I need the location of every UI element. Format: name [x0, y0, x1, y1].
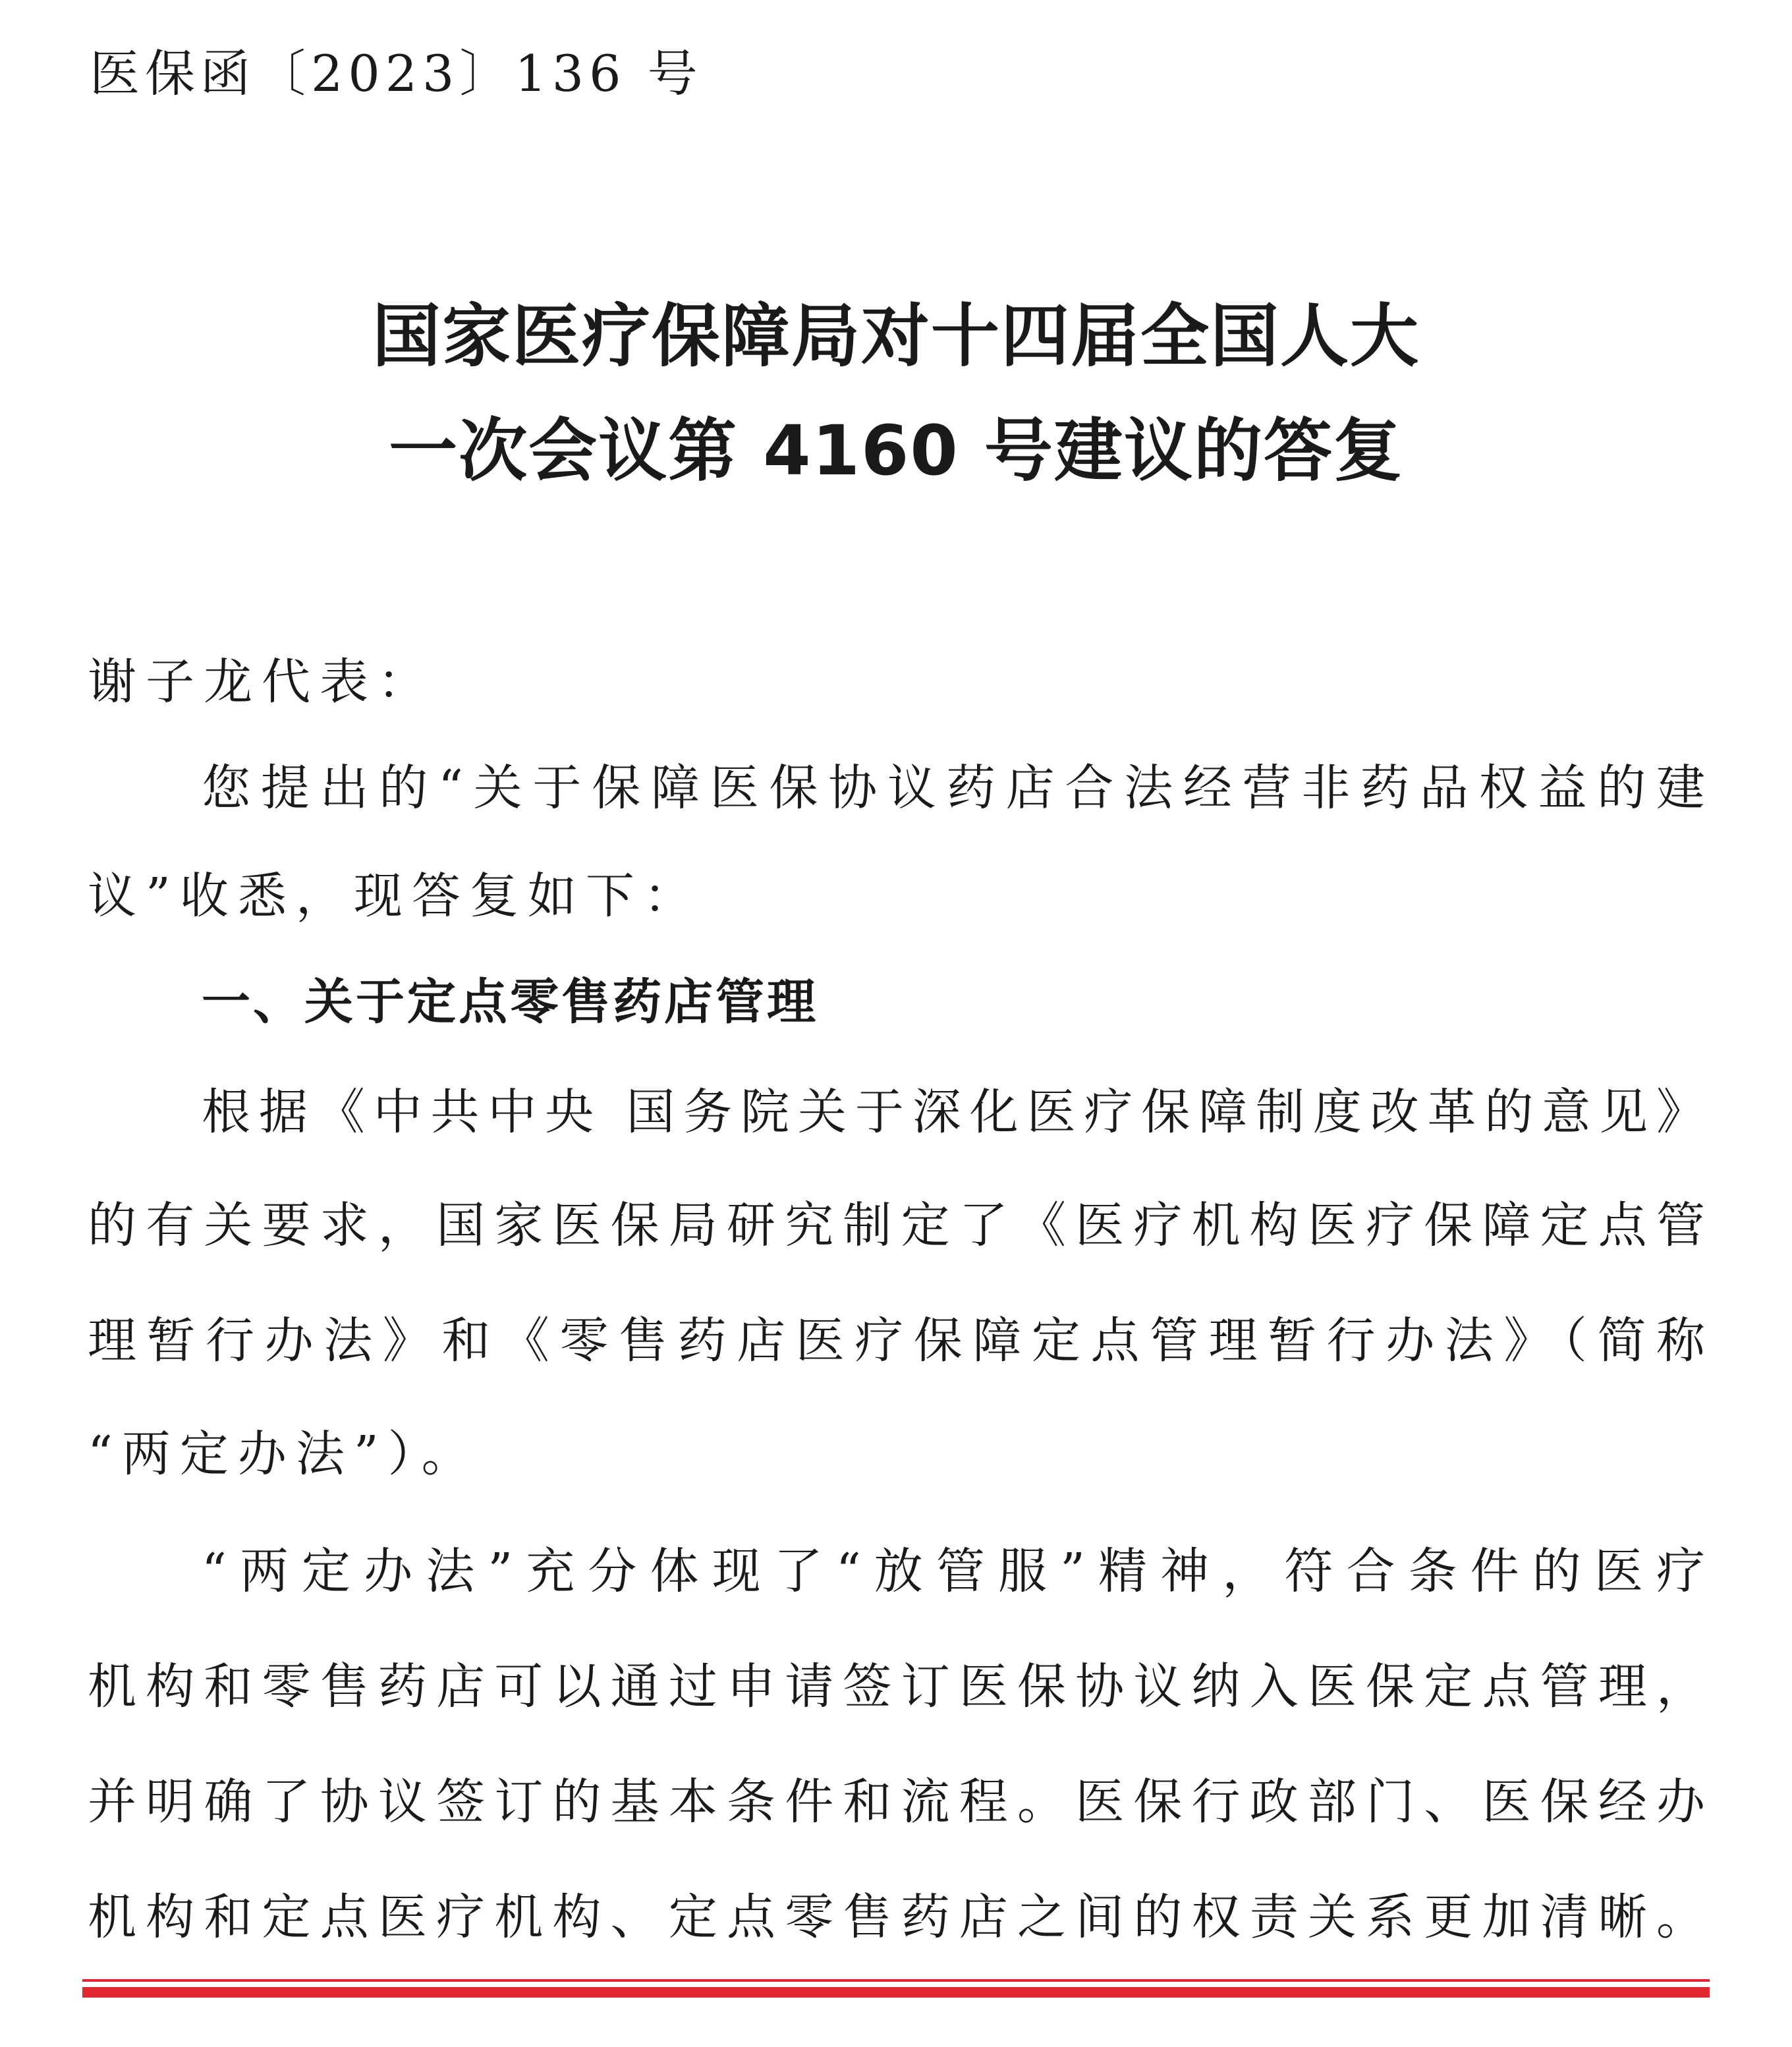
paragraph-2-line-4: 机构和定点医疗机构、定点零售药店之间的权责关系更加清晰。: [88, 1889, 1705, 1946]
section-heading-1: 一、关于定点零售药店管理: [202, 974, 818, 1030]
paragraph-2-line-1: “两定办法”充分体现了“放管服”精神，符合条件的医疗: [202, 1543, 1705, 1600]
intro-paragraph-line-2: 议”收悉，现答复如下：: [88, 868, 702, 924]
paragraph-1-line-3: 理暂行办法》和《零售药店医疗保障定点管理暂行办法》（简称: [88, 1312, 1705, 1369]
document-title-line-1: 国家医疗保障局对十四届全国人大: [372, 296, 1420, 376]
paragraph-1-line-1: 根据《中共中央 国务院关于深化医疗保障制度改革的意见》: [202, 1084, 1705, 1140]
document-number: 医保函〔2023〕136 号: [90, 44, 703, 103]
footer-red-rule-thick: [82, 1987, 1710, 1998]
salutation: 谢子龙代表：: [88, 654, 435, 710]
document-title-line-2: 一次会议第 4160 号建议的答复: [389, 410, 1403, 491]
paragraph-2-line-3: 并明确了协议签订的基本条件和流程。医保行政部门、医保经办: [88, 1774, 1705, 1830]
footer-red-rule-thin: [82, 1979, 1710, 1982]
paragraph-2-line-2: 机构和零售药店可以通过申请签订医保协议纳入医保定点管理，: [88, 1658, 1705, 1715]
paragraph-1-line-2: 的有关要求，国家医保局研究制定了《医疗机构医疗保障定点管: [88, 1197, 1705, 1254]
paragraph-1-line-4: “两定办法”）。: [88, 1426, 480, 1482]
intro-paragraph-line-1: 您提出的“关于保障医保协议药店合法经营非药品权益的建: [202, 760, 1705, 816]
